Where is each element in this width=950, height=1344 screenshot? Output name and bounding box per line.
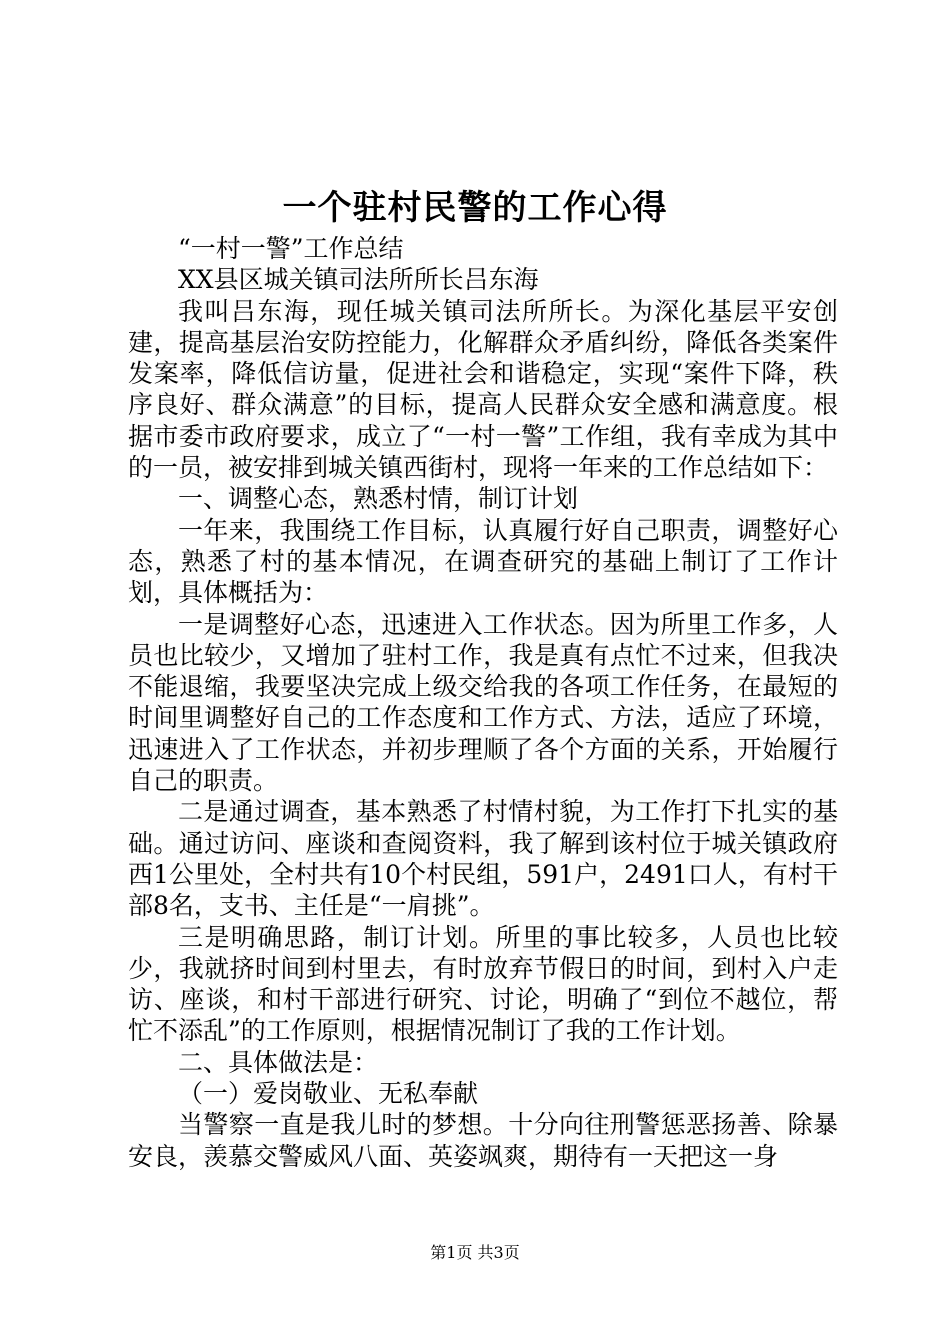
paragraph: 一年来，我围绕工作目标，认真履行好自己职责，调整好心态，熟悉了村的基本情况，在调查研究的基础上制订了工作计划，具体概括为： [128,515,838,608]
paragraph-author: XX县区城关镇司法所所长吕东海 [178,265,539,295]
subsection-heading-1: （一）爱岗敬业、无私奉献 [178,1079,479,1109]
paragraph-intro: 我叫吕东海，现任城关镇司法所所长。为深化基层平安创建，提高基层治安防控能力，化解群众矛盾纠纷，降低各类案件发案率，降低信访量，促进社会和谐稳定，实现“案件下降，秩序良好、群众满意”的目标，提高人民群众安全感和满意度。根据市委市政府要求，成立了“一村一警”工作组，我有幸成为其中的一员，被安排到城关镇西街村，现将一年来的工作总结如下： [128,296,838,483]
paragraph: 当警察一直是我儿时的梦想。十分向往刑警惩恶扬善、除暴安良，羡慕交警威风八面、英姿飒爽，期待有一天把这一身 [128,1110,838,1171]
document-body [128,233,838,1172]
paragraph: 一是调整好心态，迅速进入工作状态。因为所里工作多，人员也比较少，又增加了驻村工作，我是真有点忙不过来，但我决不能退缩，我要坚决完成上级交给我的各项工作任务，在最短的时间里调整好自己的工作态度和工作方式、方法，适应了环境，迅速进入了工作状态，并初步理顺了各个方面的关系，开始履行自己的职责。 [128,609,838,796]
page-footer: 第1页 共3页 [430,1243,520,1262]
section-heading-1: 一、调整心态，熟悉村情，制订计划 [178,484,579,514]
paragraph: 三是明确思路，制订计划。所里的事比较多，人员也比较少，我就挤时间到村里去，有时放弃节假日的时间，到村入户走访、座谈，和村干部进行研究、讨论，明确了“到位不越位，帮忙不添乱”的工作原则，根据情况制订了我的工作计划。 [128,922,838,1046]
paragraph: 二是通过调查，基本熟悉了村情村貌，为工作打下扎实的基础。通过访问、座谈和查阅资料，我了解到该村位于城关镇政府西1公里处，全村共有10个村民组，591户，2491口人，有村干部8名，支书、主任是“一肩挑”。 [128,797,838,921]
section-heading-2: 二、具体做法是： [178,1047,379,1077]
document-title: 一个驻村民警的工作心得 [282,188,668,228]
paragraph-subtitle: “一村一警”工作总结 [178,234,404,263]
